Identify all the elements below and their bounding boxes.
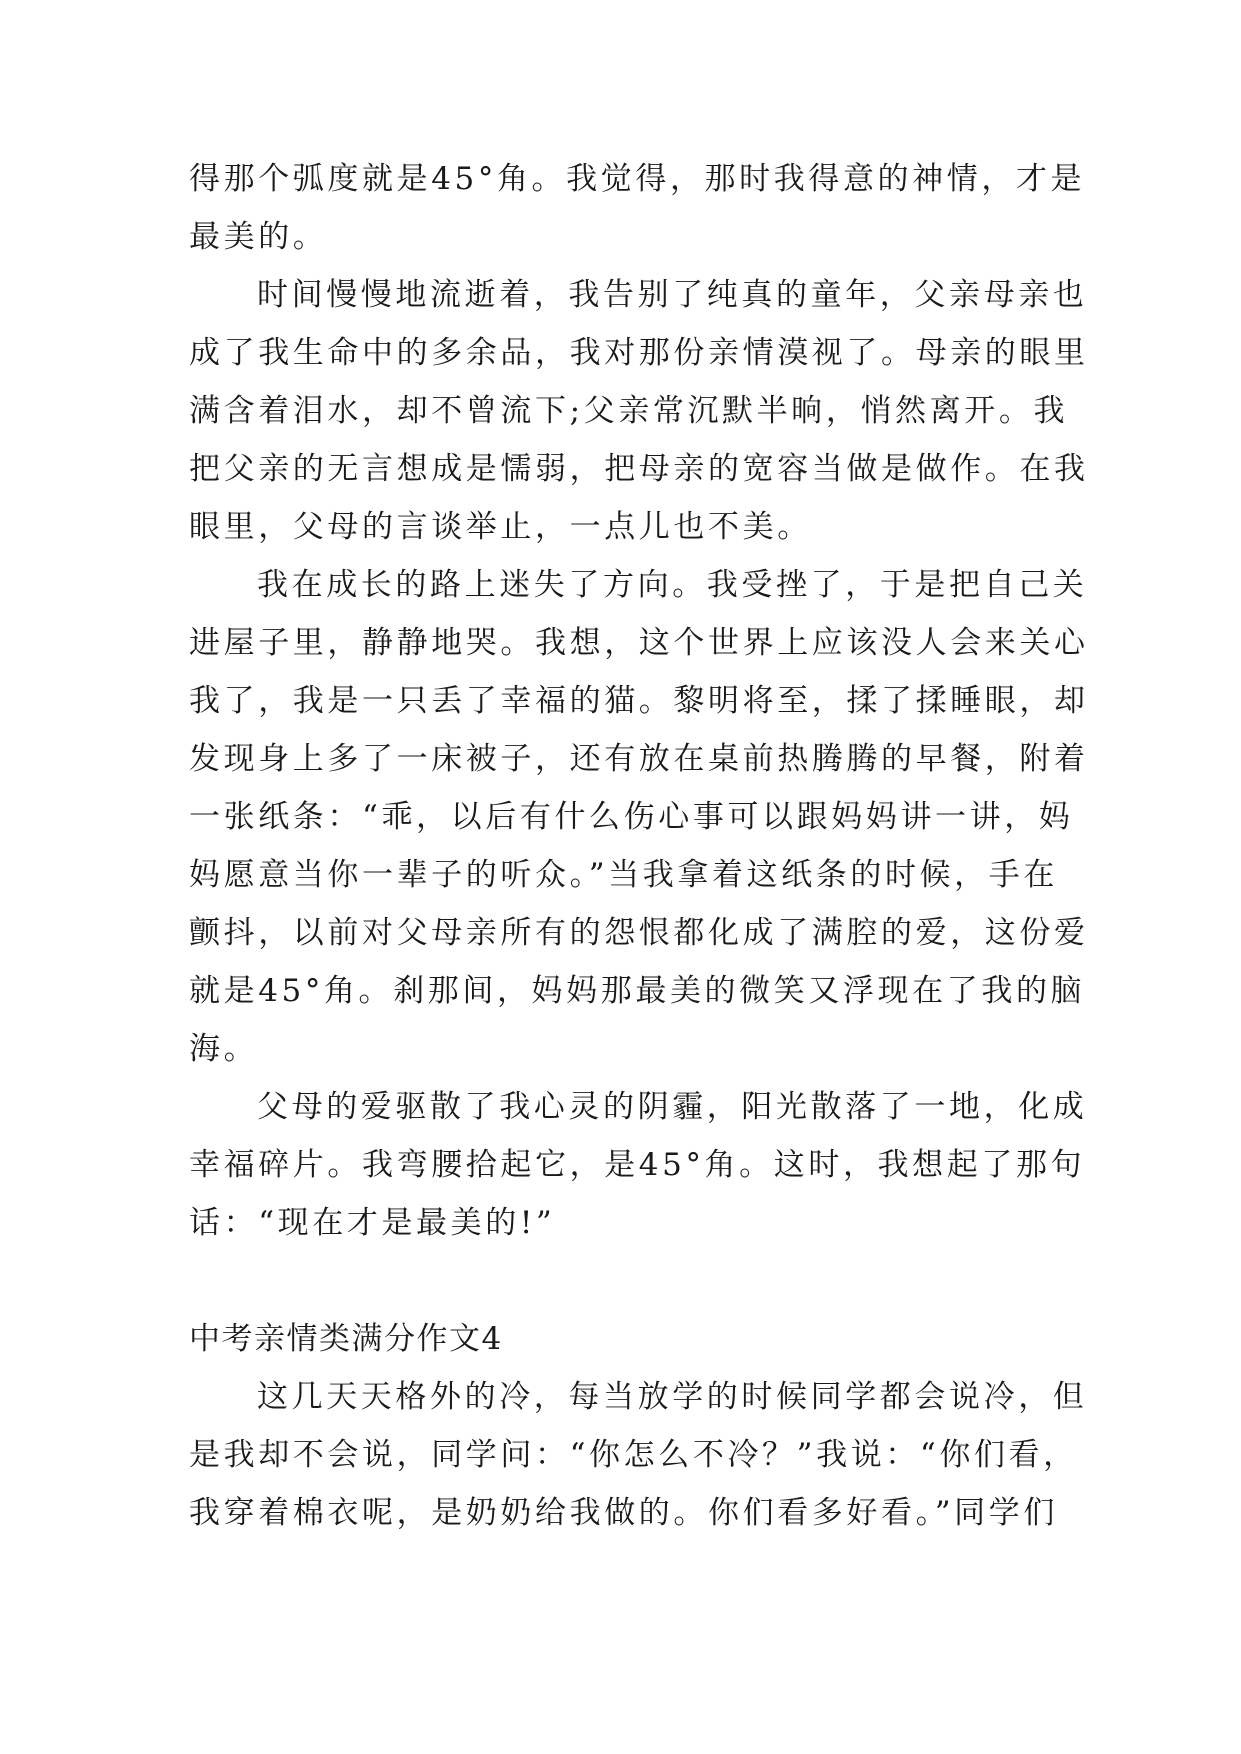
text-line: 我穿着棉衣呢，是奶奶给我做的。你们看多好看。”同学们 — [189, 1495, 1058, 1531]
text-line: 成了我生命中的多余品，我对那份亲情漠视了。母亲的眼里 — [189, 335, 1089, 371]
paragraph-1 — [189, 150, 1086, 266]
document-page — [189, 150, 1089, 1542]
text-line: 满含着泪水，却不曾流下;父亲常沉默半晌，悄然离开。我 — [189, 393, 1069, 429]
text-line: 我了，我是一只丢了幸福的猫。黎明将至，揉了揉睡眼，却 — [189, 683, 1089, 719]
text-line: 海。 — [189, 1031, 259, 1067]
paragraph-4 — [189, 1078, 1088, 1252]
text-line: 进屋子里，静静地哭。我想，这个世界上应该没人会来关心 — [189, 625, 1089, 661]
text-line: 父母的爱驱散了我心灵的阴霾，阳光散落了一地，化成 — [257, 1089, 1088, 1125]
paragraph-2 — [189, 266, 1089, 556]
paragraph-5 — [189, 1368, 1088, 1542]
text-line: 最美的。 — [189, 219, 328, 255]
paragraph-3 — [189, 556, 1089, 1078]
text-line: 时间慢慢地流逝着，我告别了纯真的童年，父亲母亲也 — [257, 277, 1088, 313]
section-title: 中考亲情类满分作文4 — [189, 1321, 503, 1357]
text-line: 是我却不会说，同学问：“你怎么不冷？”我说：“你们看， — [189, 1437, 1078, 1473]
section-spacer — [189, 1252, 1051, 1310]
text-line: 颤抖，以前对父母亲所有的怨恨都化成了满腔的爱，这份爱 — [189, 915, 1089, 951]
text-line: 就是45°角。刹那间，妈妈那最美的微笑又浮现在了我的脑 — [189, 973, 1086, 1009]
text-line: 眼里，父母的言谈举止，一点儿也不美。 — [189, 509, 812, 545]
text-line: 把父亲的无言想成是懦弱，把母亲的宽容当做是做作。在我 — [189, 451, 1089, 487]
text-line: 话：“现在才是最美的!” — [189, 1205, 556, 1241]
text-line: 妈愿意当你一辈子的听众。”当我拿着这纸条的时候，手在 — [189, 857, 1058, 893]
text-line: 一张纸条：“乖，以后有什么伤心事可以跟妈妈讲一讲，妈 — [189, 799, 1074, 835]
text-line: 我在成长的路上迷失了方向。我受挫了，于是把自己关 — [257, 567, 1088, 603]
text-line: 得那个弧度就是45°角。我觉得，那时我得意的神情，才是 — [189, 161, 1086, 197]
text-line: 幸福碎片。我弯腰拾起它，是45°角。这时，我想起了那句 — [189, 1147, 1086, 1183]
text-line: 这几天天格外的冷，每当放学的时候同学都会说冷，但 — [257, 1379, 1088, 1415]
text-line: 发现身上多了一床被子，还有放在桌前热腾腾的早餐，附着 — [189, 741, 1089, 777]
